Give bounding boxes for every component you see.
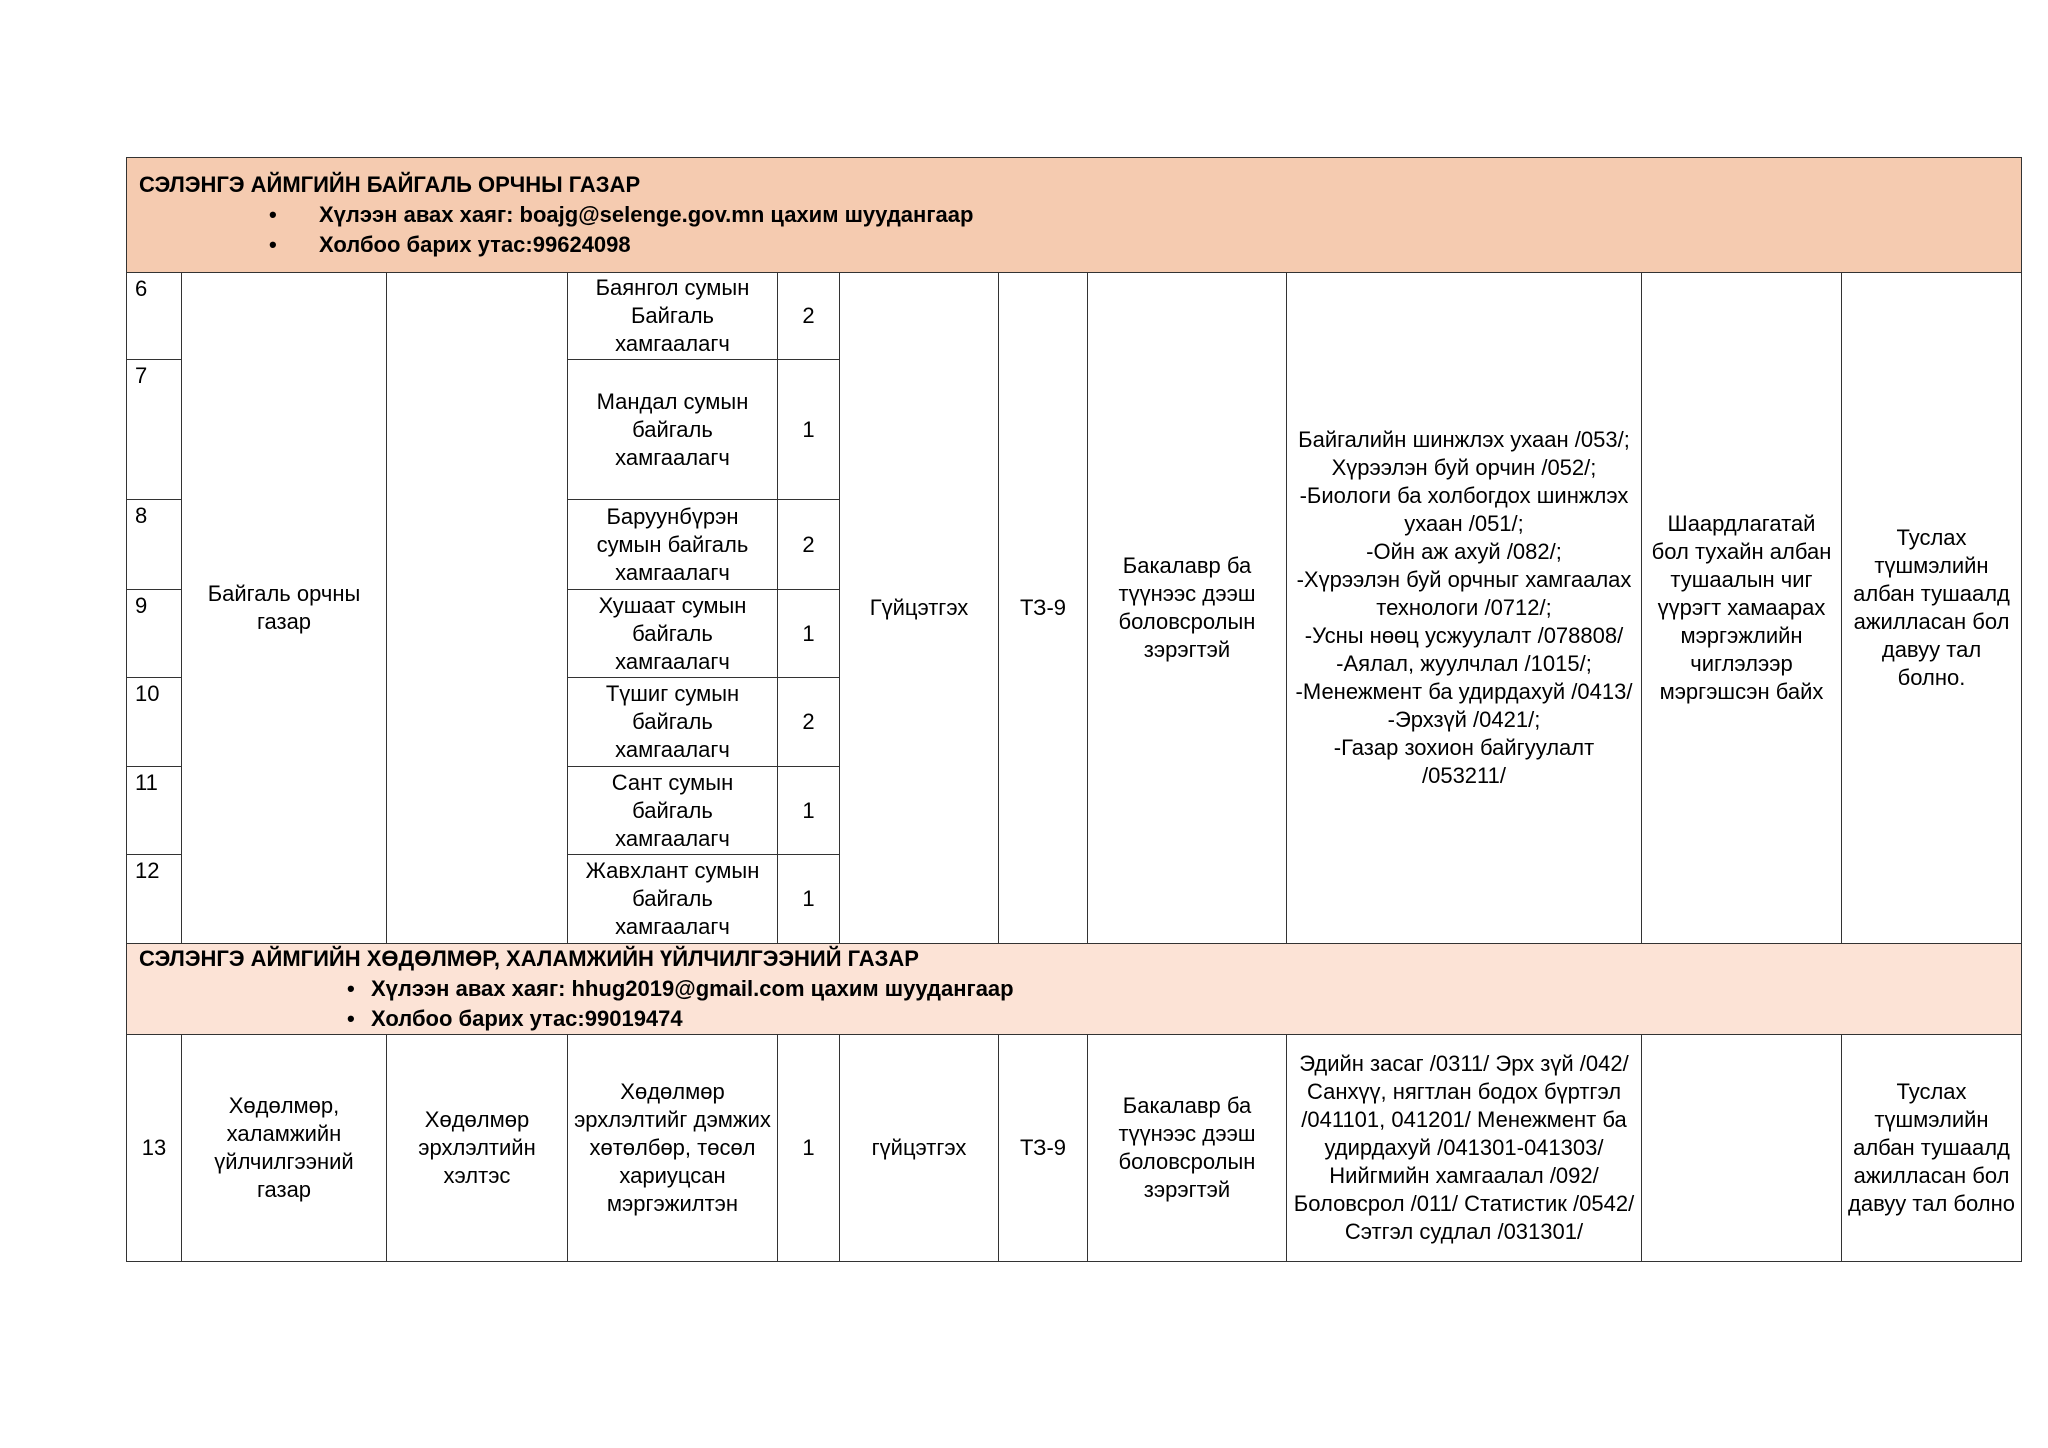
count-cell: 2 <box>778 500 840 590</box>
row-number: 12 <box>127 855 182 944</box>
section-header-cell <box>127 944 2022 1035</box>
education-cell: Бакалавр ба түүнээс дээш боловсролын зэрэгтэй <box>1088 1035 1287 1262</box>
type-cell: гүйцэтгэх <box>840 1035 999 1262</box>
position-cell: Хушаат сумын байгаль хамгаалагч <box>568 590 778 678</box>
email-line <box>139 200 2009 230</box>
table-row <box>127 1035 2022 1262</box>
bullet-icon: • <box>347 1006 355 1031</box>
position-cell: Мандал сумын байгаль хамгаалагч <box>568 360 778 500</box>
requirement-cell: Шаардлагатай бол тухайн албан тушаалын чиг үүрэгт хамаарах мэргэжлийн чиглэлээр мэргэшсэн байх <box>1642 273 1842 944</box>
email-text: Хүлээн авах хаяг: hhug2019@gmail.com цахим шуудангаар <box>371 976 1014 1001</box>
row-number: 8 <box>127 500 182 590</box>
unit-cell: Хөдөлмөр эрхлэлтийн хэлтэс <box>387 1035 568 1262</box>
email-line <box>139 974 2009 1004</box>
row-number: 9 <box>127 590 182 678</box>
phone-line <box>139 230 2009 260</box>
position-cell: Хөдөлмөр эрхлэлтийг дэмжих хөтөлбөр, төсөл хариуцсан мэргэжилтэн <box>568 1035 778 1262</box>
section-header <box>127 158 2022 273</box>
row-number: 11 <box>127 767 182 855</box>
count-cell: 1 <box>778 1035 840 1262</box>
position-cell: Түшиг сумын байгаль хамгаалагч <box>568 678 778 767</box>
section-title: СЭЛЭНГЭ АЙМГИЙН ХӨДӨЛМӨР, ХАЛАМЖИЙН ҮЙЛЧИЛГЭЭНИЙ ГАЗАР <box>139 946 919 971</box>
org-cell: Хөдөлмөр, халамжийн үйлчилгээний газар <box>182 1035 387 1262</box>
position-cell: Жавхлант сумын байгаль хамгаалагч <box>568 855 778 944</box>
count-cell: 1 <box>778 360 840 500</box>
education-cell: Бакалавр ба түүнээс дээш боловсролын зэрэгтэй <box>1088 273 1287 944</box>
position-cell: Сант сумын байгаль хамгаалагч <box>568 767 778 855</box>
type-cell: Гүйцэтгэх <box>840 273 999 944</box>
specialty-cell: Эдийн засаг /0311/ Эрх зүй /042/ Санхүү, нягтлан бодох бүртгэл /041101, 041201/ Менежмент ба удирдахуй /041301-041303/ Нийгмийн хамгаалал /092/ Боловсрол /011/ Статистик /0542/ Сэтгэл судлал /031301/ <box>1287 1035 1642 1262</box>
advantage-cell: Туслах түшмэлийн албан тушаалд ажилласан бол давуу тал болно. <box>1842 273 2022 944</box>
phone-text: Холбоо барих утас:99019474 <box>371 1006 683 1031</box>
bullet-icon: • <box>347 976 355 1001</box>
position-cell: Баруунбүрэн сумын байгаль хамгаалагч <box>568 500 778 590</box>
specialty-cell: Байгалийн шинжлэх ухаан /053/; Хүрээлэн буй орчин /052/; -Биологи ба холбогдох шинжлэх ухаан /051/; -Ойн аж ахуй /082/; -Хүрээлэн буй орчныг хамгаалах технологи /0712/; -Усны нөөц усжуулалт /078808/ -Аялал, жуулчлал /1015/; -Менежмент ба удирдахуй /0413/ -Эрхзүй /0421/; -Газар зохион байгуулалт /053211/ <box>1287 273 1642 944</box>
unit-cell <box>387 273 568 944</box>
section-header <box>127 944 2022 1035</box>
position-cell: Баянгол сумын Байгаль хамгаалагч <box>568 273 778 360</box>
count-cell: 1 <box>778 767 840 855</box>
section-title: СЭЛЭНГЭ АЙМГИЙН БАЙГАЛЬ ОРЧНЫ ГАЗАР <box>139 172 641 197</box>
section-header-cell <box>127 158 2022 273</box>
count-cell: 2 <box>778 273 840 360</box>
bullet-icon: • <box>269 202 277 227</box>
job-vacancy-table <box>126 157 2022 1262</box>
row-number: 6 <box>127 273 182 360</box>
row-number: 10 <box>127 678 182 767</box>
phone-line <box>139 1004 2009 1034</box>
row-number: 7 <box>127 360 182 500</box>
grade-cell: ТЗ-9 <box>999 273 1088 944</box>
count-cell: 1 <box>778 590 840 678</box>
org-cell: Байгаль орчны газар <box>182 273 387 944</box>
grade-cell: ТЗ-9 <box>999 1035 1088 1262</box>
phone-text: Холбоо барих утас:99624098 <box>319 232 631 257</box>
advantage-cell: Туслах түшмэлийн албан тушаалд ажилласан бол давуу тал болно <box>1842 1035 2022 1262</box>
bullet-icon: • <box>269 232 277 257</box>
requirement-cell <box>1642 1035 1842 1262</box>
table-row <box>127 273 2022 360</box>
email-text: Хүлээн авах хаяг: boajg@selenge.gov.mn цахим шуудангаар <box>319 202 974 227</box>
count-cell: 1 <box>778 855 840 944</box>
row-number: 13 <box>127 1035 182 1262</box>
count-cell: 2 <box>778 678 840 767</box>
